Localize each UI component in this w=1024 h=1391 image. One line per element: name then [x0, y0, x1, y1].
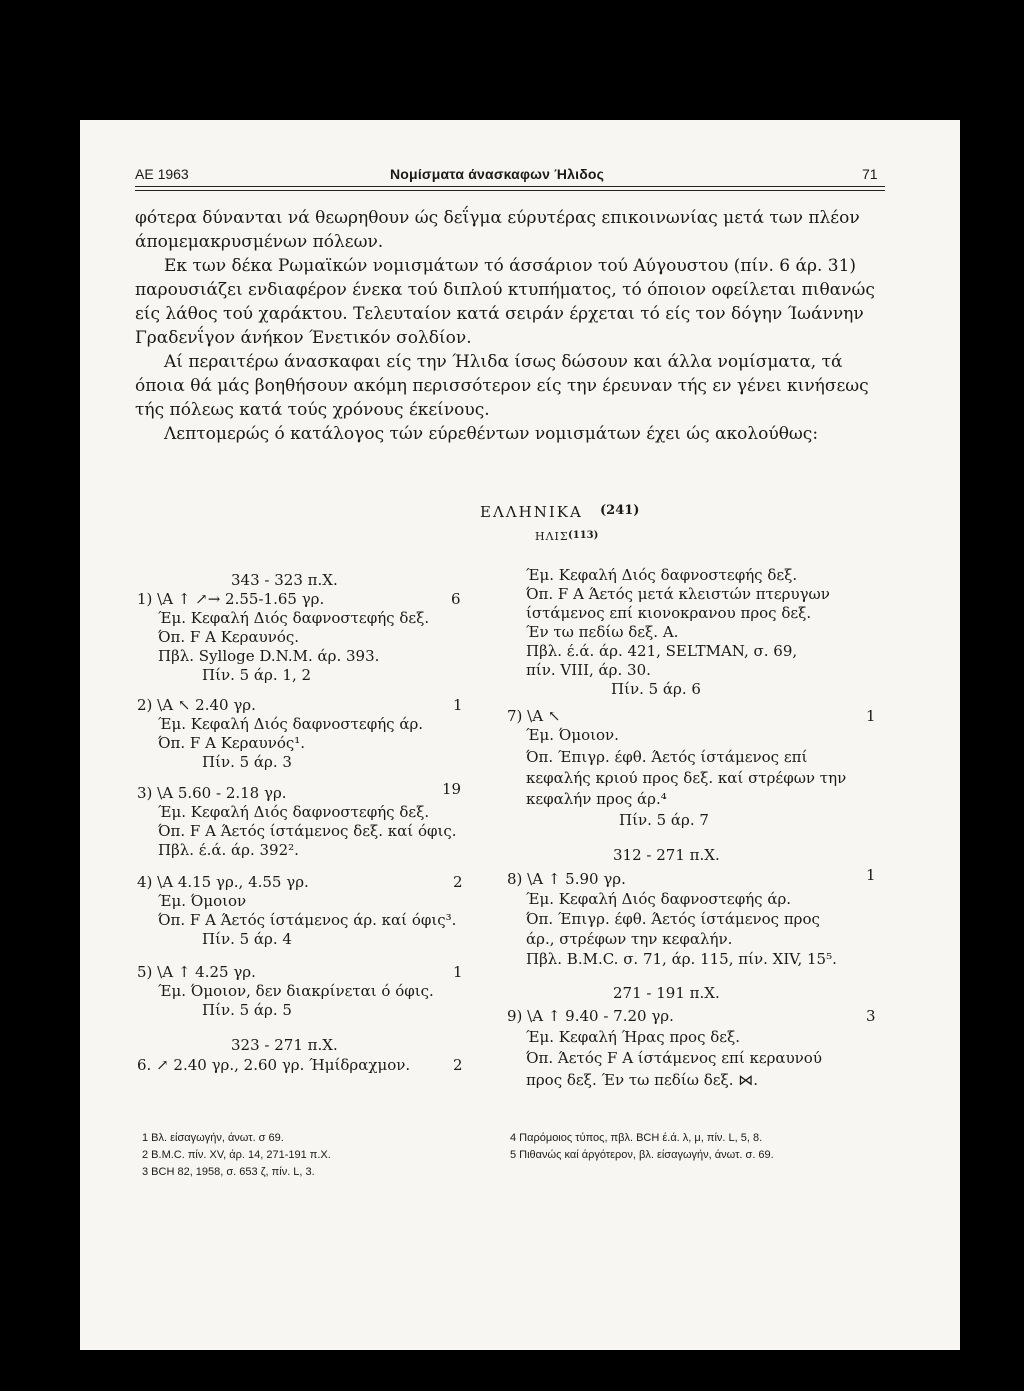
plate-reference: Πίν. 5 άρ. 6	[611, 680, 701, 698]
paragraph-line: Γραδενΐγον άνήκον Ένετικόν σολδίον.	[135, 328, 472, 348]
coin-count: 2	[453, 1056, 463, 1074]
catalogue-line: προς δεξ. Έν τω πεδίω δεξ. ⋈.	[526, 1071, 759, 1089]
footnote: 1 Βλ. είσαγωγήν, άνωτ. σ 69.	[142, 1132, 284, 1144]
catalogue-entry: 3) \A 5.60 - 2.18 γρ.	[137, 784, 287, 802]
catalogue-line: Πβλ. έ.ά. άρ. 421, SELTMAN, σ. 69,	[526, 642, 798, 660]
catalogue-line: Έμ. Κεφαλή Διός δαφνοστεφής δεξ.	[158, 803, 430, 821]
catalogue-entry: 5) \A ↑ 4.25 γρ.	[137, 963, 256, 981]
paragraph-line: παρουσιάζει ενδιαφέρον ένεκα τού διπλού κτυπήματος, τό όποιον οφείλεται πιθανώς	[135, 280, 875, 300]
catalogue-entry: 6. ↗ 2.40 γρ., 2.60 γρ. Ήμίδραχμον.	[137, 1056, 411, 1074]
date-range: 323 - 271 π.Χ.	[231, 1036, 338, 1054]
catalogue-line: κεφαλήν προς άρ.⁴	[526, 790, 667, 808]
catalogue-line: Έμ. Όμοιον	[158, 892, 247, 910]
catalogue-line: Όπ. F A Κεραυνός¹.	[158, 734, 306, 752]
plate-reference: Πίν. 5 άρ. 7	[619, 811, 709, 829]
catalogue-line: άρ., στρέφων την κεφαλήν.	[526, 930, 733, 948]
paragraph-line: όποια θά μάς βοηθήσουν ακόμη περισσότερον είς την έρευναν τής εν γένει κινήσεως	[135, 376, 869, 396]
header-rule	[135, 186, 885, 187]
catalogue-line: Έμ. Κεφαλή Διός δαφνοστεφής δεξ.	[526, 566, 798, 584]
catalogue-line: Έμ. Κεφαλή Διός δαφνοστεφής άρ.	[158, 715, 424, 733]
paragraph-line: τής πόλεως κατά τούς χρόνους έκείνους.	[135, 400, 490, 420]
catalogue-line: Πβλ. B.M.C. σ. 71, άρ. 115, πίν. XIV, 15⁵.	[526, 950, 837, 968]
catalogue-line: κεφαλής κριού προς δεξ. καί στρέφων την	[526, 769, 847, 787]
footnote: 5 Πιθανώς καί άργότερον, βλ. είσαγωγήν, άνωτ. σ. 69.	[510, 1149, 774, 1161]
date-range: 271 - 191 π.Χ.	[613, 984, 720, 1002]
catalogue-line: Όπ. F A Κεραυνός.	[158, 628, 300, 646]
coin-count: 1	[453, 963, 463, 981]
catalogue-line: Όπ. F A Άετός ίστάμενος άρ. καί όφις³.	[158, 911, 457, 929]
catalogue-entry: 8) \A ↑ 5.90 γρ.	[507, 870, 626, 888]
paragraph-line: φότερα δύνανται νά θεωρηθουν ώς δεΐγμα εύρυτέρας επικοινωνίας μετά των πλέον	[135, 208, 860, 228]
section-count: (241)	[600, 503, 640, 518]
coin-count: 19	[442, 780, 462, 798]
catalogue-entry: 7) \A ↖	[507, 707, 561, 725]
catalogue-line: πίν. VIII, άρ. 30.	[526, 661, 651, 679]
page-number: 71	[862, 166, 878, 182]
footnote: 2 B.M.C. πίν. XV, άρ. 14, 271-191 π.Χ.	[142, 1149, 331, 1161]
paragraph-line: Λεπτομερώς ό κατάλογος τών εύρεθέντων νομισμάτων έχει ώς ακολούθως:	[164, 424, 819, 444]
section-subtitle: ΗΛΙΣ	[535, 530, 569, 543]
coin-count: 3	[866, 1007, 876, 1025]
catalogue-entry: 4) \A 4.15 γρ., 4.55 γρ.	[137, 873, 309, 891]
catalogue-entry: 9) \A ↑ 9.40 - 7.20 γρ.	[507, 1007, 674, 1025]
catalogue-line: Έμ. Όμοιον, δεν διακρίνεται ό όφις.	[158, 982, 434, 1000]
catalogue-line: Έν τω πεδίω δεξ. Α.	[526, 623, 679, 641]
paragraph-line: Εκ των δέκα Ρωμαϊκών νομισμάτων τό άσσάριον τού Αύγουστου (πίν. 6 άρ. 31)	[164, 256, 857, 276]
plate-reference: Πίν. 5 άρ. 3	[202, 753, 292, 771]
coin-count: 1	[866, 866, 876, 884]
coin-count: 2	[453, 873, 463, 891]
plate-reference: Πίν. 5 άρ. 5	[202, 1001, 292, 1019]
running-title: Νομίσματα άνασκαφων Ήλιδος	[390, 166, 605, 182]
catalogue-entry: 1) \A ↑ ↗→ 2.55-1.65 γρ.	[137, 590, 325, 608]
coin-count: 1	[866, 707, 876, 725]
footnote: 4 Παρόμοιος τύπος, πβλ. BCH έ.ά. λ, μ, πίν. L, 5, 8.	[510, 1132, 763, 1144]
plate-reference: Πίν. 5 άρ. 4	[202, 930, 292, 948]
catalogue-entry: 2) \A ↖ 2.40 γρ.	[137, 696, 256, 714]
section-title: ΕΛΛΗΝΙΚΑ	[480, 503, 583, 521]
catalogue-line: Όπ. Έπιγρ. έφθ. Άετός ίστάμενος προς	[526, 910, 820, 928]
header-rule-thin	[135, 190, 885, 191]
paragraph-line: Αί περαιτέρω άνασκαφαι είς την Ήλιδα ίσως δώσουν και άλλα νομίσματα, τά	[164, 352, 843, 372]
catalogue-line: Όπ. Άετός F A ίστάμενος επί κεραυνού	[526, 1049, 822, 1067]
date-range: 312 - 271 π.Χ.	[613, 846, 720, 864]
date-range: 343 - 323 π.Χ.	[231, 571, 338, 589]
paragraph-line: άπομεμακρυσμένων πόλεων.	[135, 232, 384, 252]
catalogue-line: Πβλ. έ.ά. άρ. 392².	[158, 841, 299, 859]
paragraph-line: είς λάθος τού χαράκτου. Τελευταίον κατά σειράν έρχεται τό είς τον δόγην Ίωάννην	[135, 304, 864, 324]
document-page	[80, 120, 960, 1350]
catalogue-line: Έμ. Κεφαλή Διός δαφνοστεφής δεξ.	[158, 609, 430, 627]
catalogue-line: ίστάμενος επί κιονοκρανου προς δεξ.	[526, 604, 812, 622]
section-subcount: (113)	[568, 530, 599, 541]
catalogue-line: Έμ. Κεφαλή Διός δαφνοστεφής άρ.	[526, 890, 792, 908]
coin-count: 1	[453, 696, 463, 714]
catalogue-line: Όπ. F A Άετός ίστάμενος δεξ. καί όφις.	[158, 822, 457, 840]
journal-abbrev: ΑΕ 1963	[135, 166, 189, 182]
catalogue-line: Πβλ. Sylloge D.N.M. άρ. 393.	[158, 647, 380, 665]
footnote: 3 BCH 82, 1958, σ. 653 ζ, πίν. L, 3.	[142, 1166, 315, 1178]
catalogue-line: Έμ. Κεφαλή Ήρας προς δεξ.	[526, 1028, 741, 1046]
catalogue-line: Όπ. F A Άετός μετά κλειστών πτερυγων	[526, 585, 830, 603]
coin-count: 6	[451, 590, 461, 608]
catalogue-line: Όπ. Έπιγρ. έφθ. Άετός ίστάμενος επί	[526, 748, 808, 766]
catalogue-line: Έμ. Όμοιον.	[526, 726, 619, 744]
plate-reference: Πίν. 5 άρ. 1, 2	[202, 666, 312, 684]
